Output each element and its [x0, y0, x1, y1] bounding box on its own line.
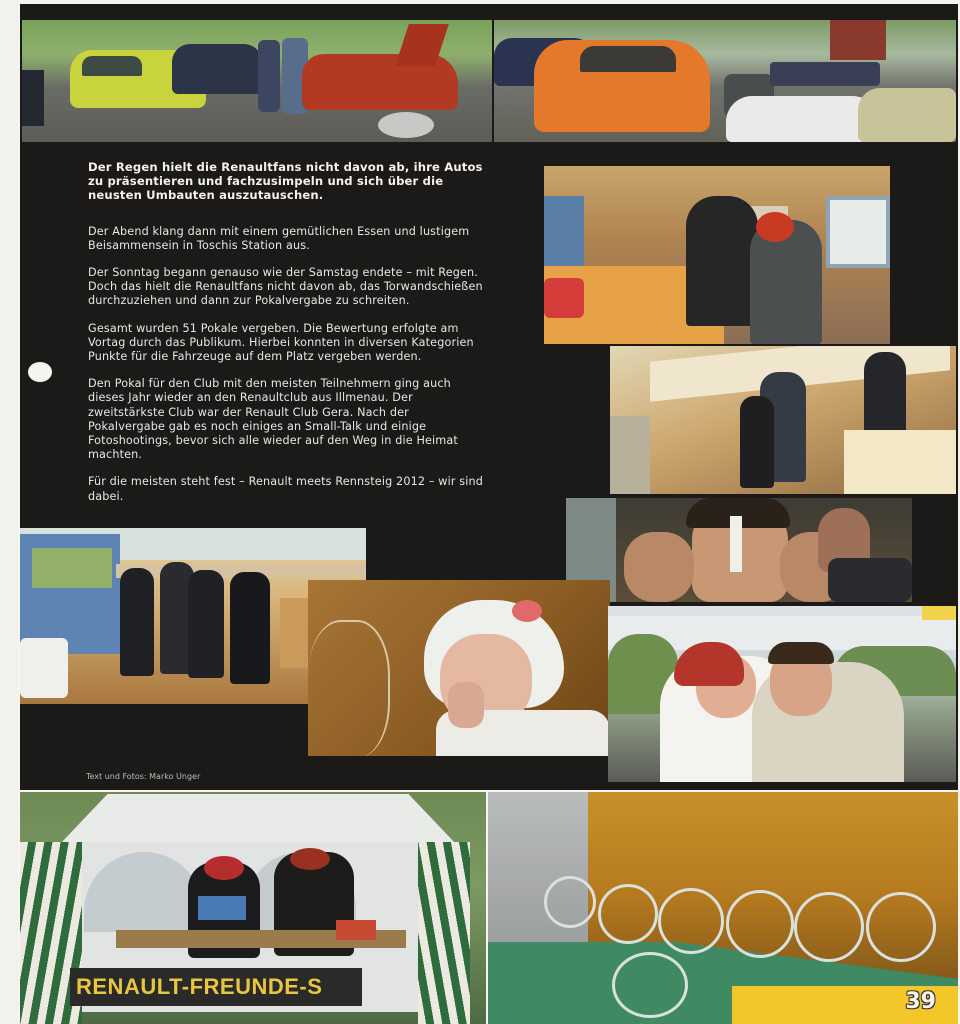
- photo-cars-parking-right: [494, 20, 956, 142]
- photo-station-counter: [544, 166, 890, 344]
- photo-couple: [608, 606, 956, 782]
- photo-man-with-trophy: [566, 498, 912, 602]
- article-paragraph: Der Sonntag begann genauso wie der Samstag endete – mit Regen. Doch das hielt die Renaultfans nicht davon ab, das Torwandschießen durchzuziehen und dann zur Pokalvergabe zu schreiten.: [88, 266, 483, 308]
- article-paragraph: Der Abend klang dann mit einem gemütlichen Essen und lustigem Beisammensein in Toschis Station aus.: [88, 224, 470, 252]
- article-paragraph: Gesamt wurden 51 Pokale vergeben. Die Bewertung erfolgte am Vortag durch das Publikum. Hierbei konnten in diversen Kategorien Punkte für die Fahrzeuge auf dem Platz vergeben werden.: [88, 321, 474, 364]
- page-number: 39: [905, 989, 936, 1014]
- article-body: [88, 160, 484, 517]
- article-lead: Der Regen hielt die Renaultfans nicht davon ab, ihre Autos zu präsentieren und fachzusimpeln und sich über die neusten Umbauten auszutauschen.: [88, 160, 483, 203]
- page-number-bar: [732, 986, 958, 1024]
- photo-blonde-woman: [308, 580, 610, 756]
- article-paragraph: Den Pokal für den Club mit den meisten Teilnehmern ging auch dieses Jahr wieder an den Renaultclub aus Illmenau. Der zweitstärkste Club war der Renault Club Gera. Nach der Pokalvergabe gab es noch einiges an Small-Talk und einige Fotoshootings, bevor sich alle wieder auf den Weg in die Heimat machten.: [88, 377, 458, 462]
- photo-cars-parking-left: [22, 20, 492, 142]
- banner-renault-freunde: RENAULT-FREUNDE-S: [70, 968, 362, 1006]
- photo-credit: Text und Fotos: Marko Unger: [86, 772, 201, 781]
- punch-hole: [28, 362, 52, 382]
- photo-hall-people: [610, 346, 956, 494]
- article-paragraph: Für die meisten steht fest – Renault meets Rennsteig 2012 – wir sind dabei.: [88, 475, 484, 503]
